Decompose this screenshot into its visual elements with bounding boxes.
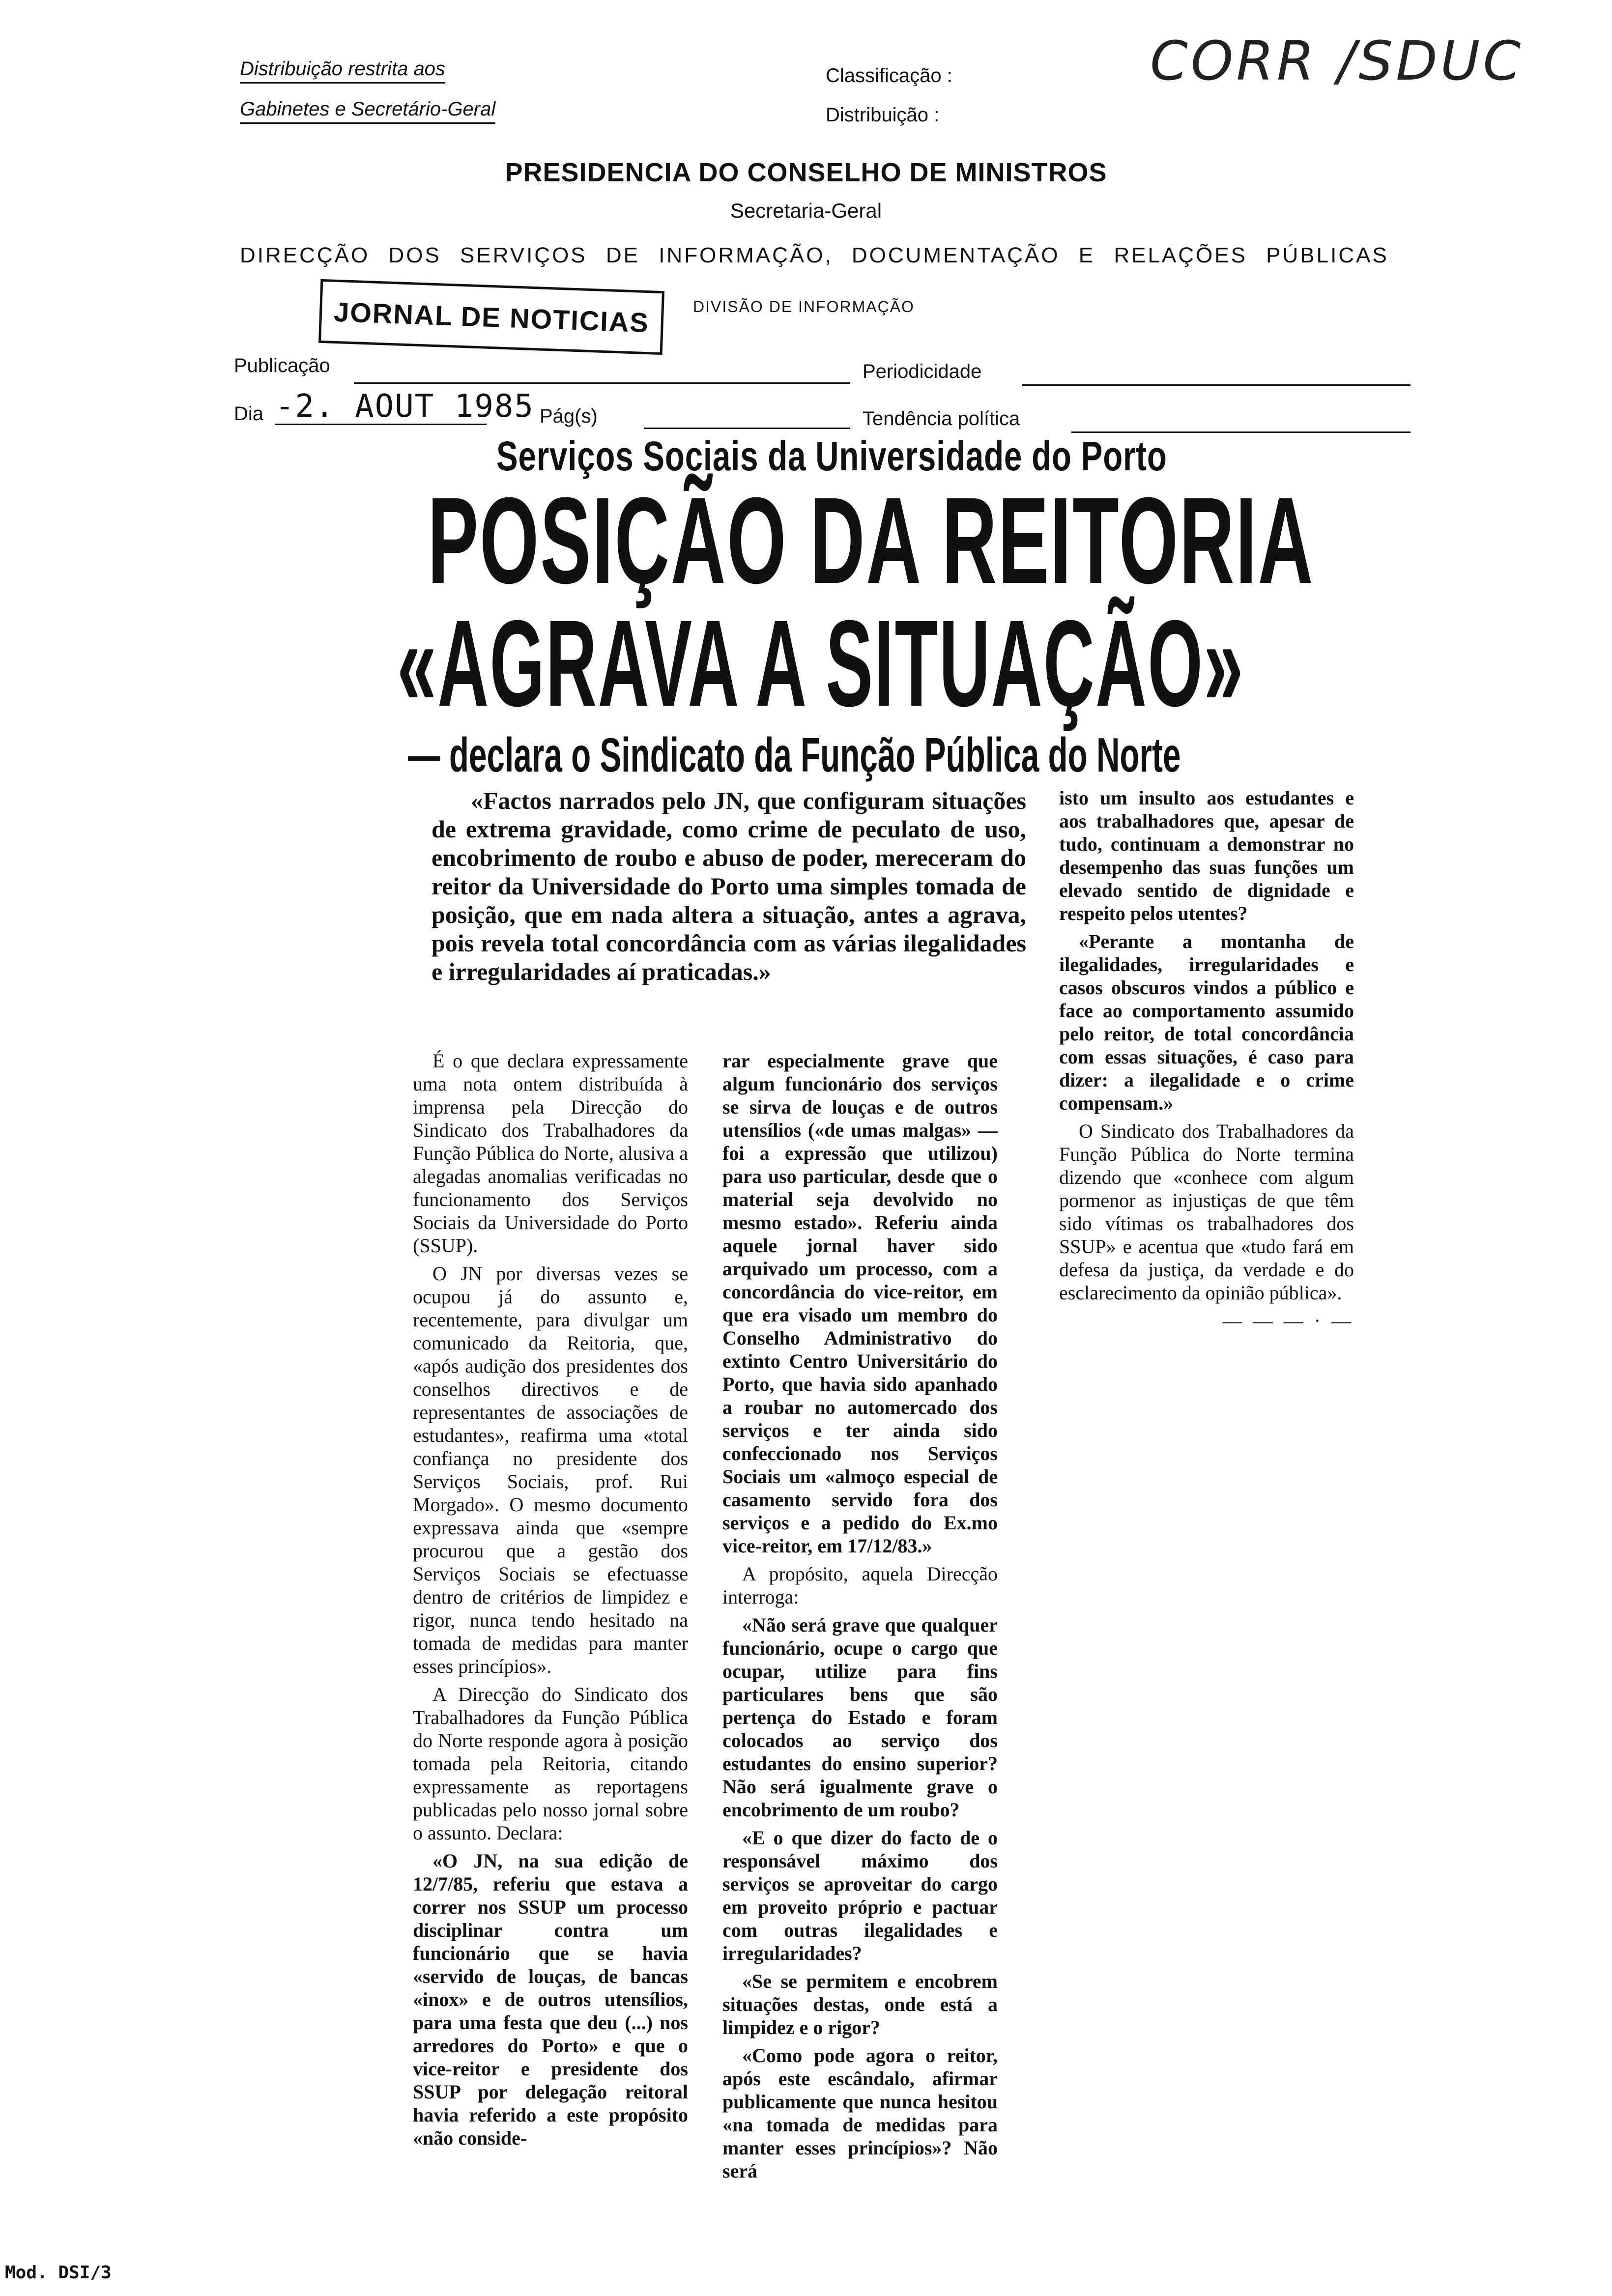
- handwritten-annotation: CORR /SDUC: [1150, 29, 1524, 92]
- col1-para-1: É o que declara expressamente uma nota ontem distribuída à imprensa pela Direcção do Sindicato dos Trabalhadores da Função Pública do Norte, alusiva a alegadas anomalias verificadas no funcionamento dos Serviços Sociais da Universidade do Porto (SSUP).: [413, 1050, 688, 1257]
- publication-stamp: [318, 279, 664, 355]
- col3-para-3: O Sindicato dos Trabalhadores da Função Pública do Norte termina dizendo que «conhece com algum pormenor as injustiças de que têm sido vítimas os trabalhadores dos SSUP» e acentua que «tudo fará em defesa da justiça, da verdade e do esclarecimento da opinião pública».: [1059, 1120, 1354, 1304]
- publication-label: Publicação: [234, 355, 330, 376]
- political-tendency-label: Tendência política: [863, 408, 1020, 430]
- headline-line1: POSIÇÃO DA REITORIA: [428, 472, 1314, 609]
- classification-label: Classificação :: [826, 65, 952, 86]
- org-subtitle: Secretaria-Geral: [730, 199, 882, 222]
- article-kicker: Serviços Sociais da Universidade do Porto: [496, 433, 1167, 479]
- col2-para-2: A propósito, aquela Direcção interroga:: [722, 1563, 998, 1608]
- column-1: [413, 1049, 688, 2154]
- subheadline: — declara o Sindicato da Função Pública do Norte: [408, 728, 1181, 782]
- col2-para-1: rar especialmente grave que algum funcionário dos serviços se sirva de louças e de outros utensílios («de umas malgas» — foi a expressão que utilizou) para uso particular, desde que o material seja devolvido no mesmo estado». Referiu ainda aquele jornal haver sido arquivado um processo, com a concordância do vice-reitor, em que era visado um membro do Conselho Administrativo do extinto Centro Universitário do Porto, que havia sido apanhado a roubar no automercado dos serviços e ter ainda sido confeccionado nos Serviços Sociais um «almoço especial de casamento servido fora dos serviços e a pedido do Ex.mo vice-reitor, em 17/12/83.»: [722, 1050, 998, 1557]
- publication-field-line: [354, 382, 850, 384]
- directorate-title: DIRECÇÃO DOS SERVIÇOS DE INFORMAÇÃO, DOCUMENTAÇÃO E RELAÇÕES PÚBLICAS: [240, 243, 1389, 267]
- col1-para-2: O JN por diversas vezes se ocupou já do assunto e, recentemente, para divulgar um comunicado da Reitoria, que, «após audição dos presidentes dos conselhos directivos e de representantes de associações de estudantes», reafirma uma «total confiança no presidente dos Serviços Sociais, prof. Rui Morgado». O mesmo documento expressava ainda que «sempre procurou que a gestão dos Serviços Sociais se efectuasse dentro de critérios de limpidez e rigor, nunca tendo hesitado na tomada de medidas para manter esses princípios».: [413, 1263, 688, 1677]
- col1-para-3: A Direcção do Sindicato dos Trabalhadores da Função Pública do Norte responde agora à posição tomada pela Reitoria, citando expressamente as reportagens publicadas pelo nosso jornal sobre o assunto. Declara:: [413, 1683, 688, 1844]
- col2-para-5: «Se se permitem e encobrem situações destas, onde está a limpidez e o rigor?: [722, 1970, 998, 2038]
- col3-para-2: «Perante a montanha de ilegalidades, irregularidades e casos obscuros vindos a público e face ao comportamento assumido pelo reitor, de total concordância com essas situações, é caso para dizer: a ilegalidade e o crime compensam.»: [1059, 930, 1354, 1114]
- page-field-line: [644, 428, 850, 429]
- page-label: Pág(s): [540, 405, 598, 427]
- form-code: Mod. DSI/3: [5, 2263, 112, 2283]
- day-field-line: [275, 424, 487, 425]
- distribution-label: Distribuição :: [826, 104, 940, 126]
- col2-para-6: «Como pode agora o reitor, após este escândalo, afirmar publicamente que nunca hesitou «na tomada de medidas para manter esses princípios»? Não será: [722, 2044, 998, 2182]
- restricted-distribution-line2: Gabinetes e Secretário-Geral: [240, 98, 495, 124]
- periodicity-label: Periodicidade: [863, 361, 982, 382]
- day-label: Dia: [234, 403, 264, 425]
- lead-paragraph: «Factos narrados pelo JN, que configuram situações de extrema gravidade, como crime de peculato de uso, encobrimento de roubo e abuso de poder, mereceram do reitor da Universidade do Porto uma simples tomada de posição, que em nada altera a situação, antes a agrava, pois revela total concordância com as várias ilegalidades e irregularidades aí praticadas.»: [432, 787, 1026, 985]
- org-title: PRESIDENCIA DO CONSELHO DE MINISTROS: [505, 158, 1107, 187]
- restricted-distribution-line1: Distribuição restrita aos: [240, 58, 445, 84]
- headline-line2: «AGRAVA A SITUAÇÃO»: [397, 595, 1244, 732]
- periodicity-field-line: [1022, 384, 1410, 386]
- col2-para-4: «E o que dizer do facto de o responsável máximo dos serviços se aproveitar do cargo em proveito próprio e pactuar com outras ilegalidades e irregularidades?: [722, 1827, 998, 1964]
- column-3: [1059, 786, 1354, 1332]
- col2-para-3: «Não será grave que qualquer funcionário, ocupe o cargo que ocupar, utilize para fins particulares bens que são pertença do Estado e foram colocados ao serviço dos estudantes do ensino superior? Não será igualmente grave o encobrimento de um roubo?: [722, 1614, 998, 1821]
- division-title: DIVISÃO DE INFORMAÇÃO: [693, 298, 915, 316]
- col1-para-4: «O JN, na sua edição de 12/7/85, referiu que estava a correr nos SSUP um processo disciplinar contra um funcionário que se havia «servido de louças, de bancas «inox» e de outros utensílios, para uma festa que deu (...) nos arredores do Porto» e que o vice-reitor e presidente dos SSUP por delegação reitoral havia referido a este propósito «não conside-: [413, 1850, 688, 2149]
- col3-para-1: isto um insulto aos estudantes e aos trabalhadores que, apesar de tudo, continuam a demonstrar no desempenho das suas funções um elevado sentido de dignidade e respeito pelos utentes?: [1059, 787, 1354, 924]
- article-end-mark: — — — · —: [1222, 1310, 1354, 1332]
- day-stamp: -2. AOUT 1985: [275, 388, 534, 425]
- publication-stamp-text: JORNAL DE NOTICIAS: [333, 296, 650, 338]
- column-2: [722, 1049, 998, 2187]
